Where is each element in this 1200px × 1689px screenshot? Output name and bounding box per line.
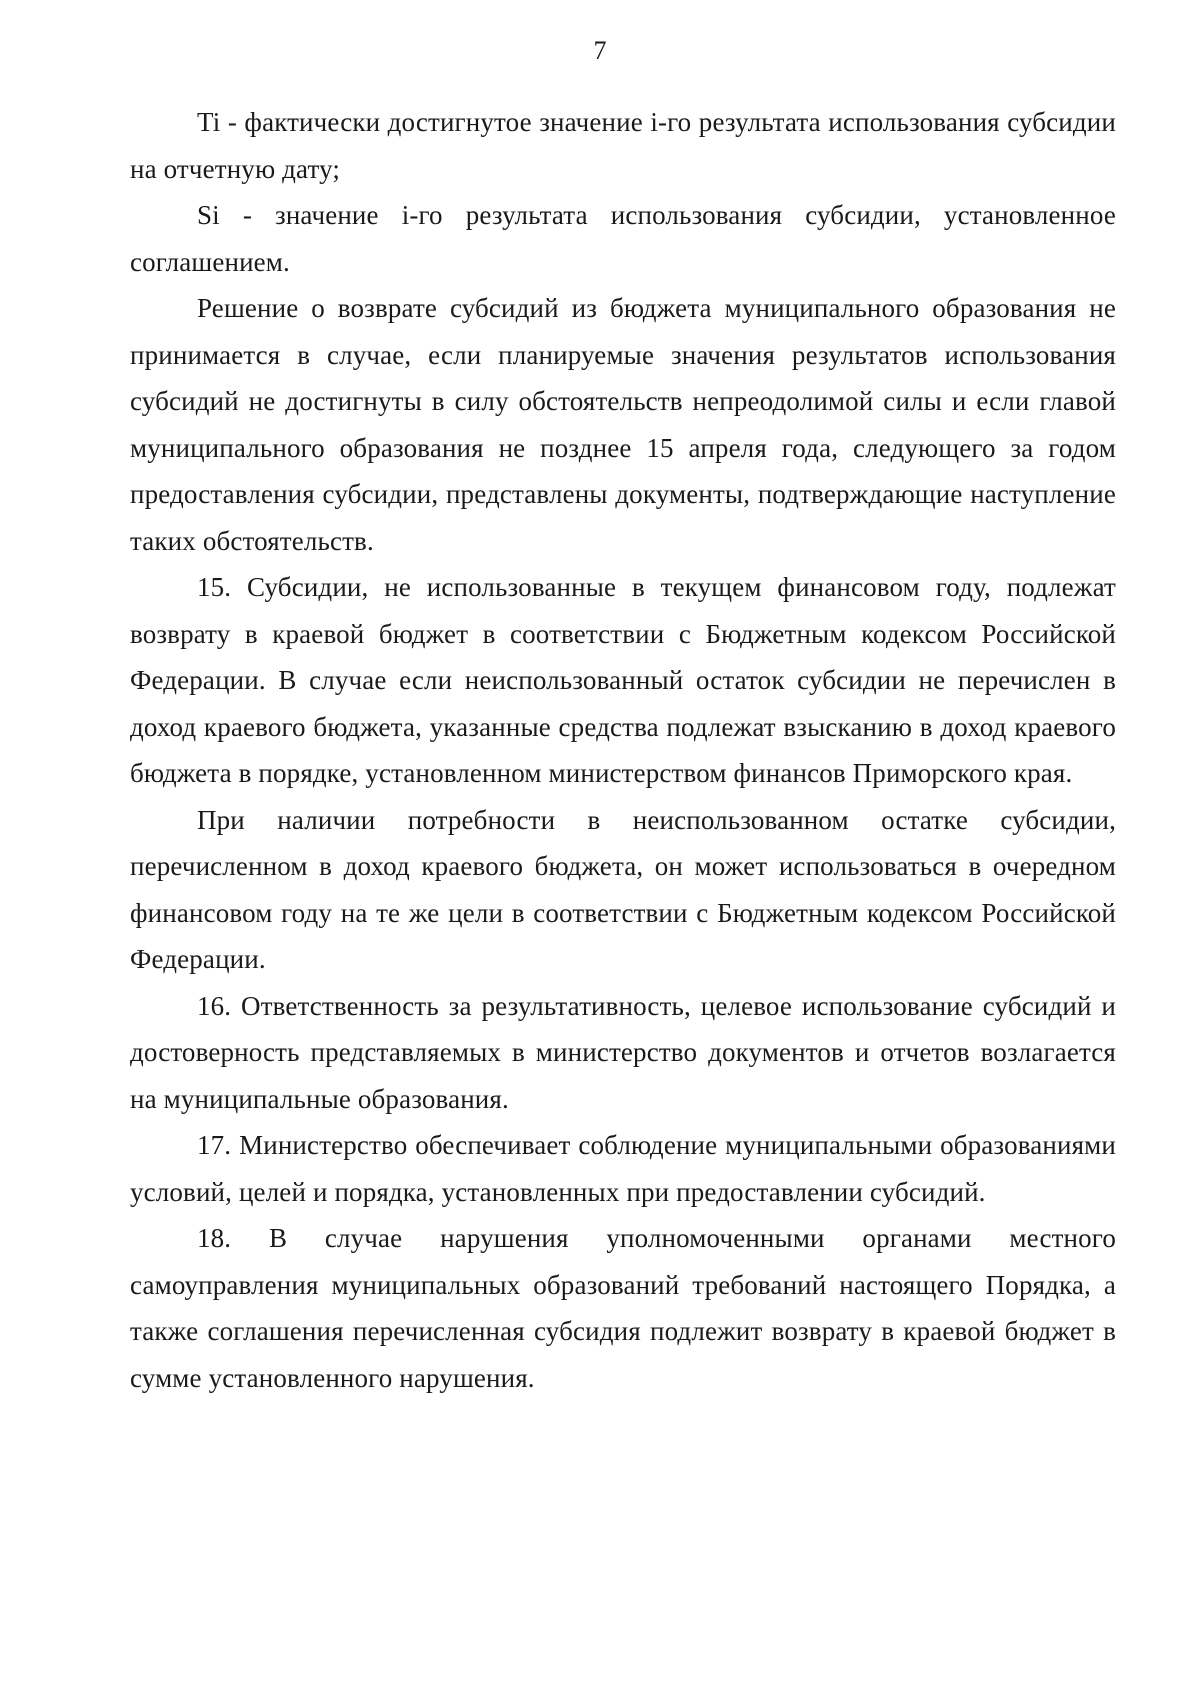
document-body (130, 99, 1116, 1401)
paragraph-clause-17: 17. Министерство обеспечивает соблюдение муниципальными образованиями условий, целей и порядка, установленных при предоставлении субсидий. (130, 1130, 1116, 1207)
paragraph-unused-balance: При наличии потребности в неиспользованном остатке субсидии, перечисленном в доход краевого бюджета, он может использоваться в очередном финансовом году на те же цели в соответствии с Бюджетным кодексом Российской Федерации. (130, 804, 1116, 974)
paragraph-refund-decision: Решение о возврате субсидий из бюджета муниципального образования не принимается в случае, если планируемые значения результатов использования субсидий не достигнуты в силу обстоятельств непреодолимой силы и если главой муниципального образования не позднее 15 апреля года, следующего за годом предоставления субсидии, представлены документы, подтверждающие наступление таких обстоятельств. (130, 293, 1116, 556)
paragraph-clause-18: 18. В случае нарушения уполномоченными органами местного самоуправления муниципальных образований требований настоящего Порядка, а также соглашения перечисленная субсидия подлежит возврату в краевой бюджет в сумме установленного нарушения. (130, 1223, 1116, 1393)
page-number: 7 (593, 36, 607, 65)
paragraph-ti-definition: Ti - фактически достигнутое значение i-го результата использования субсидии на отчетную дату; (130, 107, 1116, 184)
paragraph-clause-15: 15. Субсидии, не использованные в текущем финансовом году, подлежат возврату в краевой бюджет в соответствии с Бюджетным кодексом Российской Федерации. В случае если неиспользованный остаток субсидии не перечислен в доход краевого бюджета, указанные средства подлежат взысканию в доход краевого бюджета в порядке, установленном министерством финансов Приморского края. (130, 572, 1116, 788)
paragraph-si-definition: Si - значение i-го результата использования субсидии, установленное соглашением. (130, 200, 1116, 277)
paragraph-clause-16: 16. Ответственность за результативность, целевое использование субсидий и достоверность представляемых в министерство документов и отчетов возлагается на муниципальные образования. (130, 990, 1116, 1114)
